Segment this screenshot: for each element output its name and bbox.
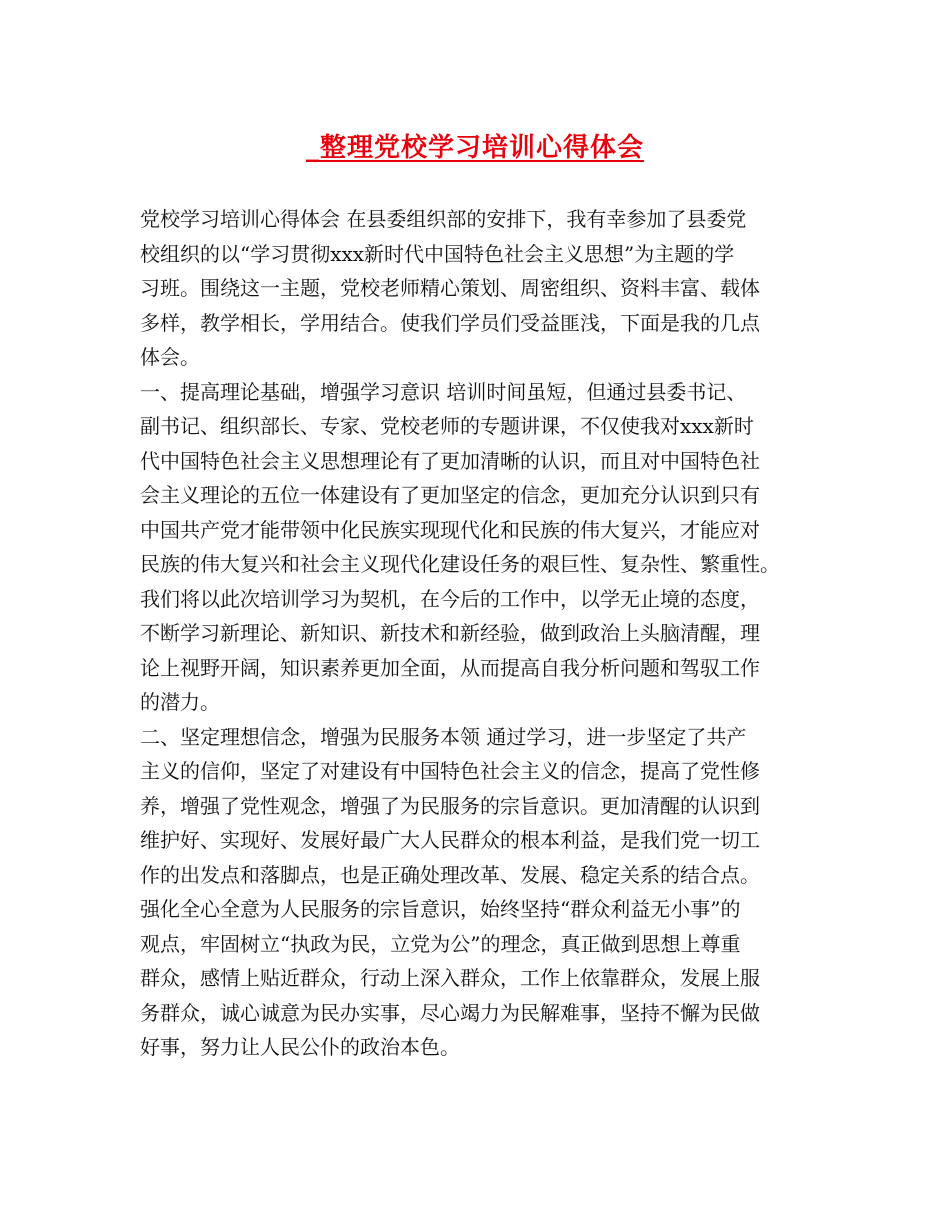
body-line: 维护好、实现好、发展好最广大人民群众的根本利益，是我们党一切工 xyxy=(140,828,760,852)
body-line: 养，增强了党性观念，增强了为民服务的宗旨意识。更加清醒的认识到 xyxy=(140,793,760,818)
body-line: 作的出发点和落脚点，也是正确处理改革、发展、稳定关系的结合点。 xyxy=(140,862,760,887)
body-line: 论上视野开阔，知识素养更加全面，从而提高自我分析问题和驾驭工作 xyxy=(140,655,760,680)
body-line: 副书记、组织部长、专家、党校老师的专题讲课，不仅使我对xxx新时 xyxy=(140,414,754,438)
section-heading-line: 一、提高理论基础，增强学习意识 培训时间虽短，但通过县委书记、 xyxy=(140,379,747,404)
body-line: 习班。围绕这一主题，党校老师精心策划、周密组织、资料丰富、载体 xyxy=(140,276,760,300)
body-line: 中国共产党才能带领中化民族实现现代化和民族的伟大复兴，才能应对 xyxy=(140,517,760,542)
body-line: 务群众，诚心诚意为民办实事，尽心竭力为民解难事，坚持不懈为民做 xyxy=(140,1000,760,1025)
body-line: 体会。 xyxy=(140,345,200,369)
section-heading-line: 二、坚定理想信念，增强为民服务本领 通过学习，进一步坚定了共产 xyxy=(140,724,747,749)
body-line: 代中国特色社会主义思想理论有了更加清晰的认识，而且对中国特色社 xyxy=(140,448,760,473)
body-line: 不断学习新理论、新知识、新技术和新经验，做到政治上头脑清醒，理 xyxy=(140,621,760,645)
body-line: 主义的信仰，坚定了对建设有中国特色社会主义的信念，提高了党性修 xyxy=(140,759,760,783)
body-line: 民族的伟大复兴和社会主义现代化建设任务的艰巨性、复杂性、繁重性。 xyxy=(140,552,780,576)
body-line: 校组织的以“学习贯彻xxx新时代中国特色社会主义思想”为主题的学 xyxy=(140,241,735,266)
body-line: 强化全心全意为人民服务的宗旨意识，始终坚持“群众利益无小事”的 xyxy=(140,897,741,921)
body-line: 多样，教学相长，学用结合。使我们学员们受益匪浅，下面是我的几点 xyxy=(140,310,760,335)
document-title: _整理党校学习培训心得体会 xyxy=(305,133,644,163)
body-line: 好事，努力让人民公仆的政治本色。 xyxy=(140,1035,460,1059)
body-line: 的潜力。 xyxy=(140,690,220,714)
document-body xyxy=(140,202,820,1065)
body-line: 观点，牢固树立“执政为民，立党为公”的理念，真正做到思想上尊重 xyxy=(140,931,741,956)
body-line: 党校学习培训心得体会 在县委组织部的安排下，我有幸参加了县委党 xyxy=(140,207,747,231)
body-line: 群众，感情上贴近群众，行动上深入群众，工作上依靠群众，发展上服 xyxy=(140,966,760,990)
body-line: 我们将以此次培训学习为契机，在今后的工作中，以学无止境的态度， xyxy=(140,586,760,611)
body-line: 会主义理论的五位一体建设有了更加坚定的信念，更加充分认识到只有 xyxy=(140,483,760,507)
